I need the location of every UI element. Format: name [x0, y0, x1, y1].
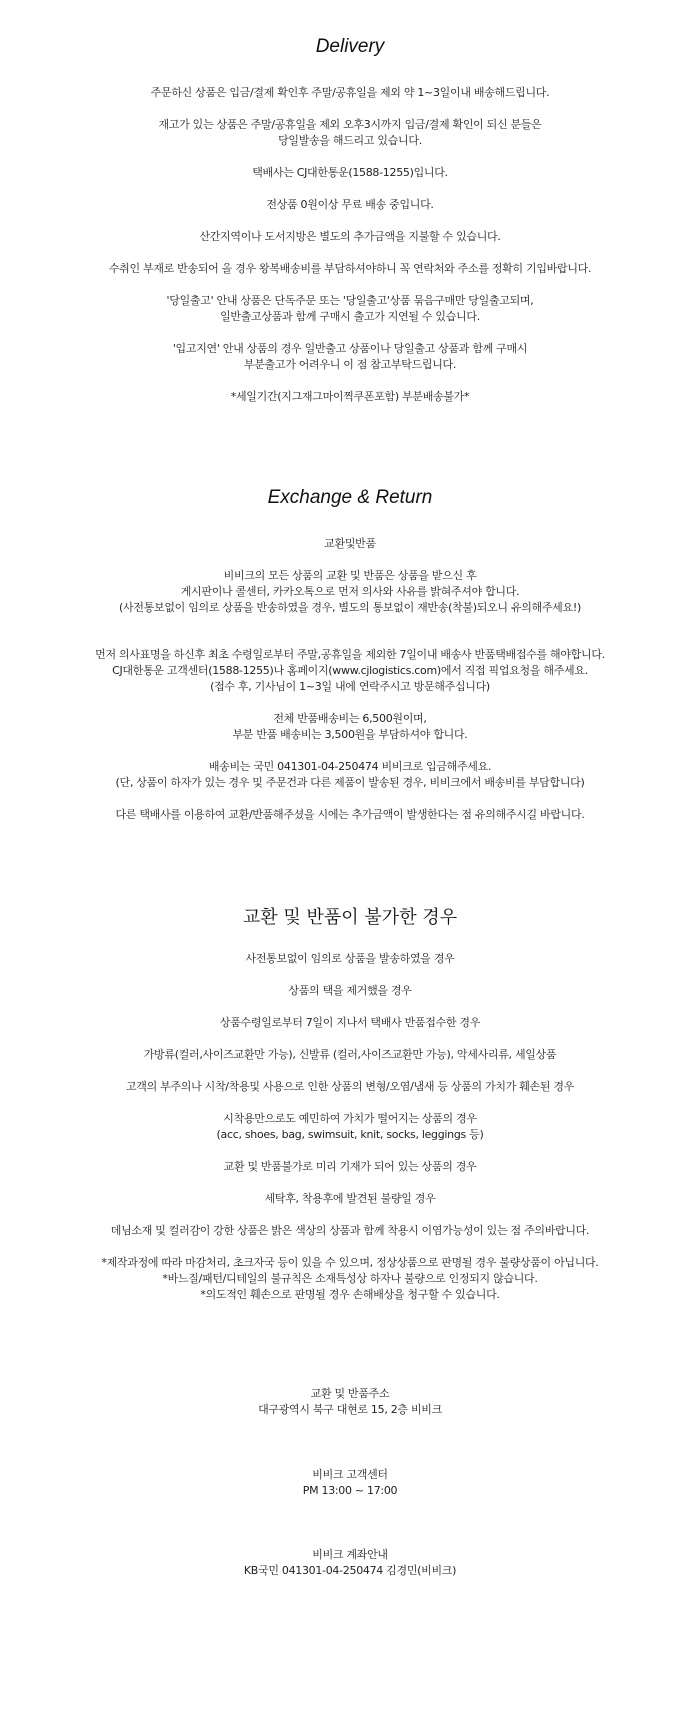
exchange-paragraph: 비비크의 모든 상품의 교환 및 반품은 상품을 받으신 후 게시판이나 콜센터, 카카오톡으로 먼저 의사와 사유를 밝혀주셔야 합니다. (사전통보없이 임의로 상품을 반송하였을 경우, 별도의 통보없이 재반송(착불)되오니 유의해주세요!)	[119, 569, 581, 614]
delivery-paragraph: '입고지연' 안내 상품의 경우 일반출고 상품이나 당일출고 상품과 함께 구매시 부분출고가 어려우니 이 점 참고부탁드립니다.	[172, 342, 528, 371]
delivery-paragraph: 택배사는 CJ대한통운(1588-1255)입니다.	[252, 166, 448, 179]
not-allowed-paragraph: 고객의 부주의나 시착/착용및 사용으로 인한 상품의 변형/오염/냄새 등 상품의 가치가 훼손된 경우	[125, 1080, 575, 1093]
delivery-title: Delivery	[315, 36, 385, 57]
delivery-paragraph: 재고가 있는 상품은 주말/공휴일을 제외 오후3시까지 입금/결제 확인이 되신 분들은 당일발송을 해드리고 있습니다.	[158, 118, 542, 147]
delivery-paragraph: 전상품 0원이상 무료 배송 중입니다.	[266, 198, 434, 211]
not-allowed-paragraph: 교환 및 반품불가로 미리 기재가 되어 있는 상품의 경우	[223, 1160, 477, 1173]
exchange-paragraph: 전체 반품배송비는 6,500원이며, 부분 반품 배송비는 3,500원을 부담하셔야 합니다.	[232, 712, 468, 741]
exchange-paragraph: 다른 택배사를 이용하여 교환/반품해주셨을 시에는 추가금액이 발생한다는 점 유의해주시길 바랍니다.	[115, 808, 585, 821]
not-allowed-paragraph: 상품의 택을 제거했을 경우	[288, 984, 412, 997]
bank-account-info: 비비크 계좌안내 KB국민 041301-04-250474 김경민(비비크)	[243, 1548, 457, 1577]
delivery-paragraph: '당일출고' 안내 상품은 단독주문 또는 '당일출고'상품 묶음구매만 당일출고되며, 일반출고상품과 함께 구매시 출고가 지연될 수 있습니다.	[166, 294, 534, 323]
exchange-title: Exchange & Return	[267, 487, 433, 508]
delivery-paragraph: 주문하신 상품은 입금/결제 확인후 주말/공휴일을 제외 약 1~3일이내 배송해드립니다.	[150, 86, 550, 99]
exchange-paragraph: 배송비는 국민 041301-04-250474 비비크로 입금해주세요. (단, 상품이 하자가 있는 경우 및 주문건과 다른 제품이 발송된 경우, 비비크에서 배송비를 부담합니다)	[115, 760, 585, 789]
not-allowed-paragraph: 시착용만으로도 예민하여 가치가 떨어지는 상품의 경우 (acc, shoes, bag, swimsuit, knit, socks, leggings 등)	[216, 1112, 484, 1141]
not-allowed-title: 교환 및 반품이 불가한 경우	[242, 907, 458, 928]
delivery-paragraph: *세일기간(지그재그마이찍쿠폰포함) 부분배송불가*	[230, 390, 470, 403]
delivery-paragraph: 수취인 부재로 반송되어 올 경우 왕복배송비를 부담하셔야하니 꼭 연락처와 주소를 정확히 기입바랍니다.	[108, 262, 592, 275]
not-allowed-paragraph: 데님소재 및 컬러감이 강한 상품은 밝은 색상의 상품과 함께 착용시 이염가능성이 있는 점 주의바랍니다.	[110, 1224, 590, 1237]
not-allowed-paragraph: *제작과정에 따라 마감처리, 초크자국 등이 있을 수 있으며, 정상상품으로 판명될 경우 불량상품이 아닙니다. *바느질/패턴/디테일의 불규칙은 소재특성상 하자나 불량으로 인정되지 않습니다. *의도적인 훼손으로 판명될 경우 손해배상을 청구할 수 있습니다.	[101, 1256, 599, 1301]
not-allowed-paragraph: 사전통보없이 임의로 상품을 발송하였을 경우	[245, 952, 455, 965]
exchange-paragraph: 먼저 의사표명을 하신후 최초 수령일로부터 주말,공휴일을 제외한 7일이내 배송사 반품택배접수를 해야합니다. CJ대한통운 고객센터(1588-1255)나 홈페이지(www.cjlogistics.com)에서 직접 픽업요청을 해주세요. (접수 후, 기사님이 1~3일 내에 연락주시고 방문해주십니다)	[95, 648, 605, 693]
not-allowed-paragraph: 세탁후, 착용후에 발견된 불량일 경우	[264, 1192, 436, 1205]
customer-center: 비비크 고객센터 PM 13:00 ~ 17:00	[302, 1468, 398, 1497]
return-address: 교환 및 반품주소 대구광역시 북구 대현로 15, 2층 비비크	[258, 1387, 442, 1416]
not-allowed-paragraph: 상품수령일로부터 7일이 지나서 택배사 반품접수한 경우	[219, 1016, 481, 1029]
delivery-paragraph: 산간지역이나 도서지방은 별도의 추가금액을 지불할 수 있습니다.	[199, 230, 501, 243]
not-allowed-paragraph: 가방류(컬러,사이즈교환만 가능), 신발류 (컬러,사이즈교환만 가능), 악세사리류, 세일상품	[143, 1048, 557, 1061]
exchange-paragraph: 교환및반품	[324, 537, 376, 550]
